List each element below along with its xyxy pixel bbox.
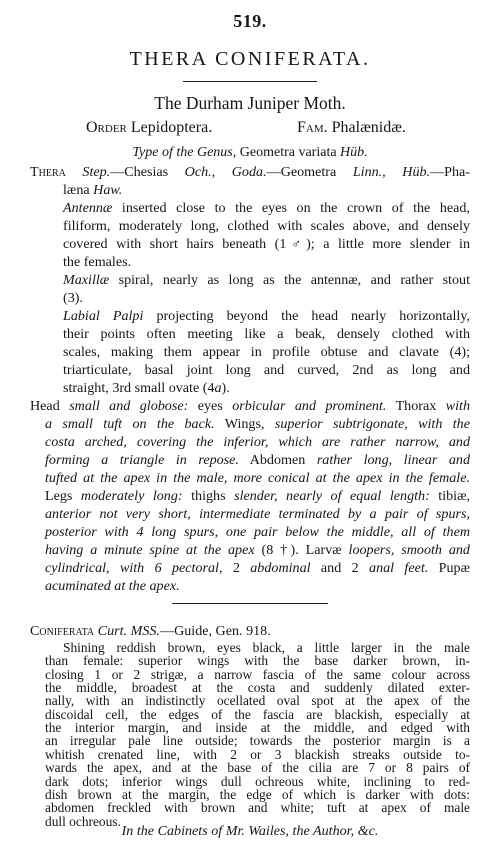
family-value: Phalænidæ. xyxy=(331,119,406,136)
head-line: costa arched, covering the inferior, which are rather narrow, and xyxy=(45,434,470,450)
genus-type-line: Type of the Genus, Geometra variata Hüb. xyxy=(132,145,368,160)
species-line: the interior margin, and inside at the middle, and edged with xyxy=(45,720,470,736)
species-line: dull ochreous. xyxy=(45,813,121,829)
section-rule xyxy=(172,603,328,604)
antennae-line: filiform, moderately long, clothed with scales above, and densely xyxy=(63,218,470,234)
species-heading: Coniferata Curt. MSS.—Guide, Gen. 918. xyxy=(30,623,271,639)
common-name: The Durham Juniper Moth. xyxy=(154,93,346,113)
page-number: 519. xyxy=(233,11,267,31)
head-line: Legs moderately long: thighs slender, nearly of equal length: tibiæ, xyxy=(45,488,471,504)
species-line: than female: superior wings with the base darker brown, in- xyxy=(45,653,470,669)
cabinets-note: In the Cabinets of Mr. Wailes, the Author, &c. xyxy=(121,823,379,839)
palpi-line: straight, 3rd small ovate (4a). xyxy=(63,380,230,396)
order-value: Lepidoptera. xyxy=(130,119,213,136)
antennae-line: Antennæ inserted close to the eyes on the crown of the head, xyxy=(63,200,470,216)
head-line: posterior with 4 long spurs, one pair below the middle, all of them xyxy=(45,524,470,540)
species-line: dish brown at the margin, the edge of which is darker with dots: xyxy=(45,786,470,802)
species-line: an irregular pale line outside; towards the posterior margin is a xyxy=(45,733,470,749)
head-line: Head small and globose: eyes orbicular and prominent. Thorax with xyxy=(30,398,470,414)
species-line: dark dots; inferior wings dull ochreous white, inclining to red- xyxy=(45,773,470,789)
family-label: Fam. xyxy=(297,119,328,136)
antennae-line: the females. xyxy=(63,254,132,270)
species-line: closing 1 or 2 strigæ, a narrow fascia of the same colour across xyxy=(45,666,470,682)
order-label: Order xyxy=(86,119,127,136)
head-line: acuminated at the apex. xyxy=(45,578,180,594)
palpi-line: triarticulate, basal joint long and curved, 2nd as long and xyxy=(63,362,470,378)
species-line: wards the apex, and at the base of the cilia are 7 or 8 pairs of xyxy=(45,760,470,776)
antennae-line: covered with short hairs beneath (1♂); a little more slender in xyxy=(63,236,470,252)
palpi-line: scales, making them appear in profile obtuse and clavate (4); xyxy=(63,344,470,360)
species-line: the middle, broadest at the costa and suddenly dilated exter- xyxy=(45,680,470,696)
species-line: whitish crenated line, with 2 or 3 blackish streaks outside to- xyxy=(45,746,470,762)
species-line: abdomen freckled with brown and white; tuft at apex of male xyxy=(45,800,470,816)
family-line xyxy=(297,119,406,137)
genus-line: Thera Step.—Chesias Och., Goda.—Geometra Linn., Hüb.—Pha- xyxy=(30,164,470,180)
head-line: forming a triangle in repose. Abdomen rather long, linear and xyxy=(45,452,470,468)
head-line: tufted at the apex in the male, more conical at the apex in the female. xyxy=(45,470,470,486)
palpi-line: Labial Palpi projecting beyond the head nearly horizontally, xyxy=(63,308,470,324)
species-line: nally, with an indistinctly ocellated oval spot at the apex of the xyxy=(45,693,470,709)
maxillae-line: (3). xyxy=(63,290,83,306)
head-line: anterior not very short, intermediate terminated by a pair of spurs, xyxy=(45,506,470,522)
species-line: discoidal cell, the edges of the fascia are blackish, especially at xyxy=(45,706,470,722)
head-line: having a minute spine at the apex (8 †). Larvæ loopers, smooth and xyxy=(45,542,470,558)
male-symbol-icon: ♂ xyxy=(286,236,307,251)
species-title: THERA CONIFERATA. xyxy=(129,48,371,70)
palpi-line: their points often meeting like a beak, densely clothed with xyxy=(63,326,470,342)
head-line: a small tuft on the back. Wings, superior subtrigonate, with the xyxy=(45,416,470,432)
order-line xyxy=(86,119,212,137)
title-rule xyxy=(183,81,317,82)
species-line: Shining reddish brown, eyes black, a little larger in the male xyxy=(63,640,470,655)
maxillae-line: Maxillæ spiral, nearly as long as the antennæ, and rather stout xyxy=(63,272,470,288)
genus-line: læna Haw. xyxy=(63,182,123,198)
head-line: cylindrical, with 6 pectoral, 2 abdominal and 2 anal feet. Pupæ xyxy=(45,560,470,576)
